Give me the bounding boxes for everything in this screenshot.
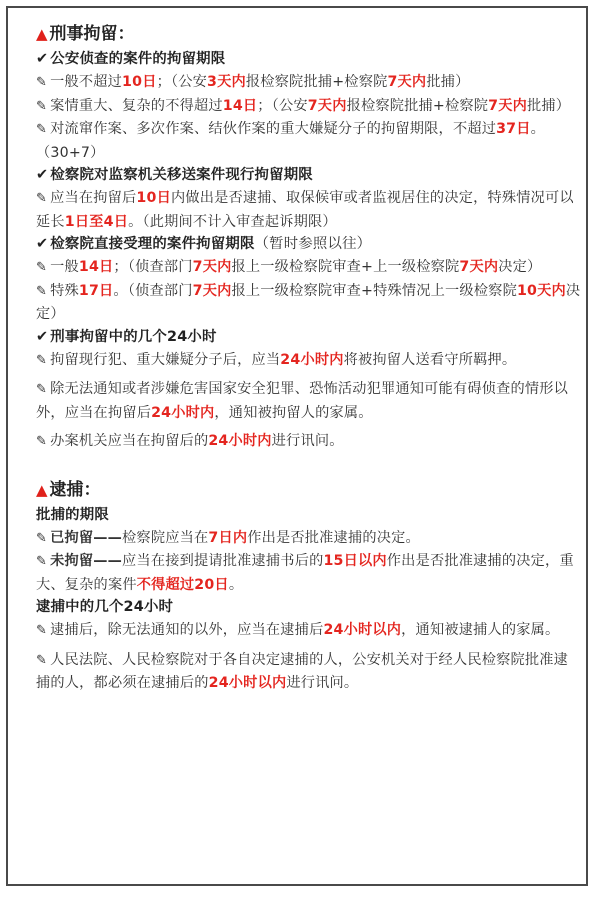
paragraph-direct-special: ✎ 特殊17日。（侦查部门7天内报上一级检察院审查+特殊情况上一级检察院10天内决定） (36, 282, 581, 322)
pencil-icon: ✎ (36, 352, 48, 368)
section-spacer (36, 454, 582, 478)
paragraph-not-detained: ✎ 未拘留——应当在接到提请批准逮捕书后的15日以内作出是否批准逮捕的决定，重大、复杂的案件不得超过20日。 (36, 553, 574, 593)
pencil-icon: ✎ (36, 122, 48, 137)
subheading-public-security: ✔ 公安侦查的案件的拘留期限 (36, 51, 226, 67)
paragraph-major-case-limit: ✎ 案情重大、复杂的不得超过14日；（公安7天内报检察院批捕+检察院7天内批捕） (36, 97, 571, 114)
section-title-arrest: ▲ 逮捕： (36, 479, 101, 500)
check-icon: ✔ (36, 51, 49, 67)
paragraph-already-detained: ✎ 已拘留——检察院应当在7日内作出是否批准逮捕的决定。 (36, 529, 420, 546)
paragraph-custody-transfer: ✎ 拘留现行犯、重大嫌疑分子后，应当24小时内将被拘留人送看守所羁押。 (36, 351, 517, 368)
pencil-icon: ✎ (36, 98, 48, 114)
section-title-detention: ▲ 刑事拘留： (36, 24, 135, 44)
pencil-icon: ✎ (36, 382, 48, 397)
paragraph-supervision-limit: ✎ 应当在拘留后10日内做出是否逮捕、取保候审或者监视居住的决定，特殊情况可以延长1日至4日。（此期间不计入审查起诉期限） (36, 190, 574, 230)
subheading-arrest-24h: 逮捕中的几个24小时 (36, 599, 174, 615)
document-content (36, 22, 582, 695)
paragraph-gang-case-limit: ✎ 对流窜作案、多次作案、结伙作案的重大嫌疑分子的拘留期限，不超过37日。（30+7） (36, 121, 546, 161)
subheading-approval-limit: 批捕的期限 (36, 506, 109, 523)
paragraph-direct-general: ✎ 一般14日；（侦查部门7天内报上一级检察院审查+上一级检察院7天内决定） (36, 259, 542, 275)
pencil-icon: ✎ (36, 260, 48, 275)
triangle-icon: ▲ (36, 25, 48, 43)
subheading-procuratorate-supervision: ✔ 检察院对监察机关移送案件现行拘留期限 (36, 167, 313, 183)
pencil-icon: ✎ (36, 283, 48, 299)
pencil-icon: ✎ (36, 554, 48, 569)
subheading-procuratorate-direct: ✔ 检察院直接受理的案件拘留期限（暂时参照以往） (36, 236, 372, 252)
paragraph-arrest-family-notice: ✎ 逮捕后，除无法通知的以外，应当在逮捕后24小时以内，通知被逮捕人的家属。 (36, 622, 560, 638)
check-icon: ✔ (36, 328, 49, 345)
pencil-icon: ✎ (36, 191, 48, 206)
pencil-icon: ✎ (36, 530, 48, 546)
subheading-detention-24h: ✔ 刑事拘留中的几个24小时 (36, 328, 217, 345)
document-frame (6, 6, 588, 886)
paragraph-interrogation: ✎ 办案机关应当在拘留后的24小时内进行讯问。 (36, 433, 344, 449)
paragraph-arrest-interrogation: ✎ 人民法院、人民检察院对于各自决定逮捕的人，公安机关对于经人民检察院批准逮捕的人，都必须在逮捕后的24小时以内进行讯问。 (36, 651, 569, 691)
check-icon: ✔ (36, 167, 49, 183)
paragraph-family-notice: ✎ 除无法通知或者涉嫌危害国家安全犯罪、恐怖活动犯罪通知可能有碍侦查的情形以外，应当在拘留后24小时内，通知被拘留人的家属。 (36, 381, 569, 421)
check-icon: ✔ (36, 236, 49, 252)
pencil-icon: ✎ (36, 623, 48, 638)
pencil-icon: ✎ (36, 652, 48, 668)
pencil-icon: ✎ (36, 434, 48, 449)
triangle-icon: ▲ (36, 480, 48, 499)
paragraph-general-limit: ✎ 一般不超过10日；（公安3天内报检察院批捕+检察院7天内批捕） (36, 74, 470, 90)
pencil-icon: ✎ (36, 75, 48, 90)
